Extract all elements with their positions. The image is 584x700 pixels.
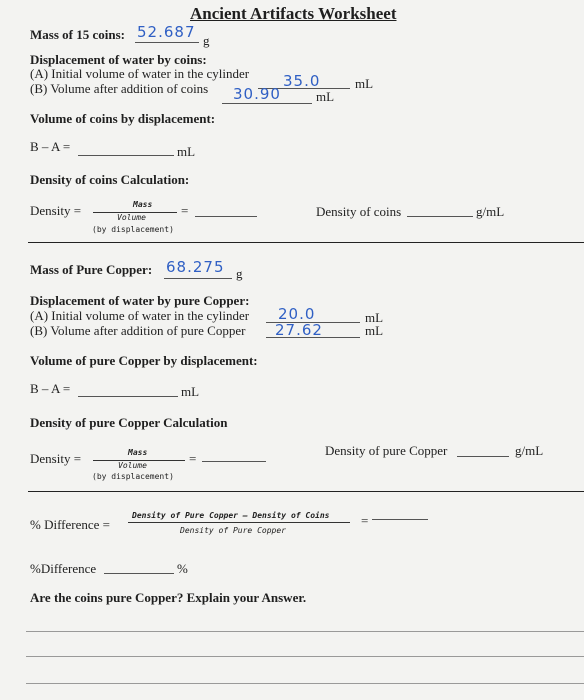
pct-difference-blank[interactable]	[372, 519, 428, 520]
answer-line-2[interactable]	[26, 656, 584, 657]
worksheet-title: Ancient Artifacts Worksheet	[190, 4, 397, 23]
copper-density-result-blank[interactable]	[457, 456, 509, 457]
copper-density-heading: Density of pure Copper Calculation	[30, 415, 228, 430]
copper-density-label: Density =	[30, 451, 82, 466]
copper-density-blank[interactable]	[202, 461, 266, 462]
copper-initial-volume-value[interactable]: 20.0	[278, 305, 316, 323]
copper-fraction-denominator: Volume	[118, 461, 147, 470]
coins-fraction-numerator: Mass	[133, 200, 153, 209]
coins-fraction-note: (by displacement)	[92, 225, 174, 234]
section-divider-1	[28, 242, 584, 243]
copper-density-equals: =	[189, 451, 197, 466]
coins-after-volume-blank	[222, 103, 312, 104]
coins-ba-unit: mL	[177, 144, 196, 159]
pct-difference-equals: =	[361, 513, 369, 528]
copper-after-volume-unit: mL	[365, 323, 384, 338]
coins-density-result-unit: g/mL	[476, 204, 505, 219]
coins-density-label: Density =	[30, 203, 82, 218]
section-divider-2	[28, 491, 584, 492]
answer-line-1[interactable]	[26, 631, 584, 632]
copper-after-volume-blank	[266, 337, 360, 338]
pct-difference-result-unit: %	[177, 561, 188, 576]
coins-mass-label: Mass of 15 coins:	[30, 27, 125, 42]
coins-volume-heading: Volume of coins by displacement:	[30, 111, 216, 126]
copper-mass-blank	[164, 278, 232, 279]
pct-difference-result-label: %Difference	[30, 561, 97, 576]
coins-initial-volume-unit: mL	[355, 76, 374, 91]
coins-density-heading: Density of coins Calculation:	[30, 172, 190, 187]
coins-density-equals: =	[181, 203, 189, 218]
coins-density-result-blank[interactable]	[407, 216, 473, 217]
copper-after-volume-label: (B) Volume after addition of pure Copper	[30, 323, 246, 338]
copper-mass-unit: g	[236, 266, 243, 281]
question-text: Are the coins pure Copper? Explain your Answer.	[30, 590, 307, 605]
coins-fraction-denominator: Volume	[117, 213, 146, 222]
copper-fraction-note: (by displacement)	[92, 472, 174, 481]
pct-fraction-bar	[128, 522, 350, 523]
coins-after-volume-unit: mL	[316, 89, 335, 104]
coins-mass-value[interactable]: 52.687	[137, 23, 196, 41]
copper-ba-label: B – A =	[30, 381, 71, 396]
copper-mass-value[interactable]: 68.275	[166, 258, 225, 276]
coins-density-result-label: Density of coins	[316, 204, 402, 219]
copper-initial-volume-label: (A) Initial volume of water in the cylinder	[30, 308, 250, 323]
copper-initial-volume-unit: mL	[365, 310, 384, 325]
coins-initial-volume-label: (A) Initial volume of water in the cylinder	[30, 66, 250, 81]
copper-ba-unit: mL	[181, 384, 200, 399]
coins-ba-blank[interactable]	[78, 155, 174, 156]
coins-displacement-heading: Displacement of water by coins:	[30, 52, 207, 67]
coins-mass-unit: g	[203, 33, 210, 48]
copper-density-result-label: Density of pure Copper	[325, 443, 448, 458]
coins-mass-blank	[135, 42, 199, 43]
coins-density-blank[interactable]	[195, 216, 257, 217]
pct-difference-result-blank[interactable]	[104, 573, 174, 574]
copper-fraction-numerator: Mass	[128, 448, 148, 457]
copper-ba-blank[interactable]	[78, 396, 178, 397]
copper-mass-label: Mass of Pure Copper:	[30, 262, 153, 277]
coins-initial-volume-value[interactable]: 35.0	[283, 72, 321, 90]
pct-fraction-denominator: Density of Pure Copper	[180, 526, 286, 535]
coins-after-volume-label: (B) Volume after addition of coins	[30, 81, 209, 96]
pct-difference-label: % Difference =	[30, 517, 110, 532]
answer-line-3[interactable]	[26, 683, 584, 684]
coins-after-volume-value[interactable]: 30.90	[233, 85, 281, 103]
coins-ba-label: B – A =	[30, 139, 71, 154]
copper-displacement-heading: Displacement of water by pure Copper:	[30, 293, 250, 308]
pct-fraction-numerator: Density of Pure Copper – Density of Coins	[132, 511, 330, 520]
copper-density-result-unit: g/mL	[515, 443, 544, 458]
copper-volume-heading: Volume of pure Copper by displacement:	[30, 353, 258, 368]
copper-after-volume-value[interactable]: 27.62	[275, 321, 323, 339]
